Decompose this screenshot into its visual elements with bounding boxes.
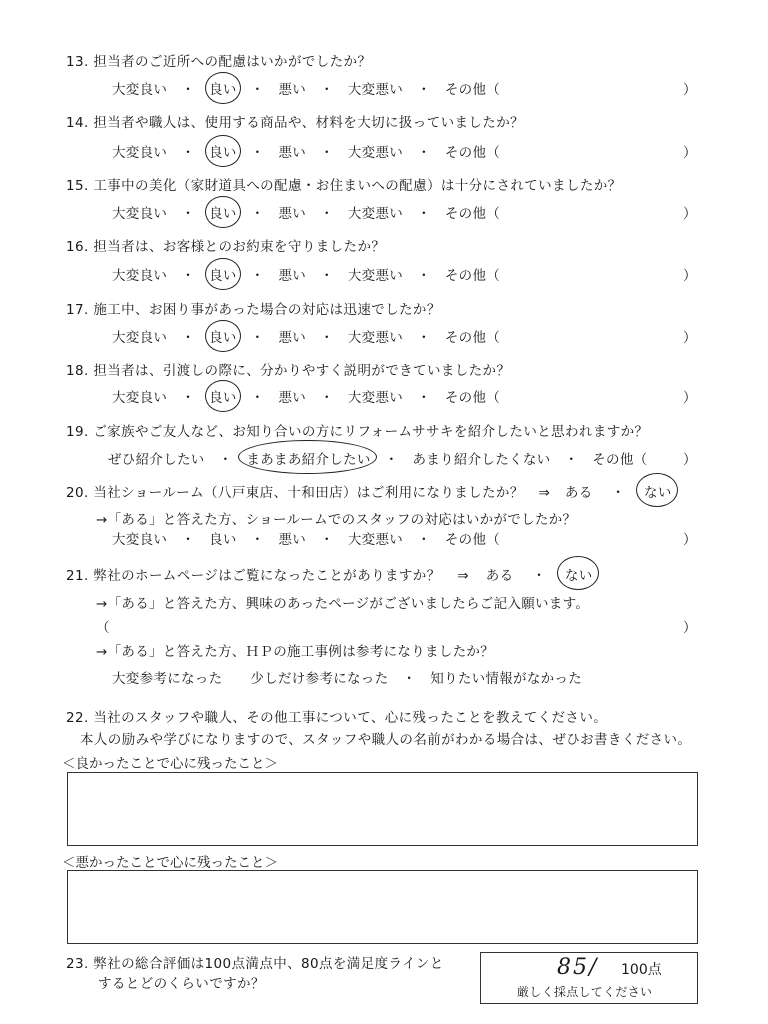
option-bad[interactable]: 悪い (278, 145, 307, 161)
option-good-selected[interactable]: 良い (209, 386, 237, 406)
answer-yes[interactable]: ある (564, 485, 593, 501)
answer-no-selected[interactable]: ない (644, 481, 672, 501)
question-21-text: 21. 弊社のホームページはご覧になったことがありますか？ (66, 568, 441, 584)
paren-close: ） (683, 145, 697, 161)
option-bad[interactable]: 悪い (278, 206, 307, 222)
question-22: 22. 当社のスタッフや職人、その他工事について、心に残ったことを教えてください。 (66, 710, 608, 726)
option-good-selected[interactable]: 良い (209, 264, 237, 284)
paren-open[interactable]: （ (96, 620, 110, 636)
question-23-line-1: 23. 弊社の総合評価は100点満点中、80点を満足度ラインと (66, 956, 444, 972)
option-very-bad[interactable]: 大変悪い (347, 82, 404, 98)
rating-options-16: 大変良い ・ 良い ・ 悪い ・ 大変悪い ・ その他（ (112, 264, 500, 284)
option-other[interactable]: その他（ (444, 390, 501, 406)
score-box[interactable] (480, 952, 698, 1004)
rating-options-17: 大変良い ・ 良い ・ 悪い ・ 大変悪い ・ その他（ (112, 326, 500, 346)
option-definitely-recommend[interactable]: ぜひ紹介したい (108, 452, 205, 468)
question-20: 20. 当社ショールーム（八戸東店、十和田店）はご利用になりましたか？ ⇒ ある ・ ない (66, 481, 672, 501)
option-good-selected[interactable]: 良い (209, 202, 237, 222)
option-very-bad[interactable]: 大変悪い (347, 206, 404, 222)
option-very-helpful[interactable]: 大変参考になった (112, 671, 223, 687)
handwritten-score: 85/ (557, 955, 599, 980)
option-very-good[interactable]: 大変良い (112, 330, 168, 346)
arrow-icon: ⇒ (457, 568, 470, 584)
question-22-note: 本人の励みや学びになりますので、スタッフや職人の名前がわかる場合は、ぜひお書きください。 (80, 732, 692, 748)
option-very-good[interactable]: 大変良い (112, 82, 168, 98)
option-somewhat-recommend-selected[interactable]: まあまあ紹介したい (246, 448, 370, 468)
option-bad[interactable]: 悪い (278, 330, 307, 346)
answer-no-selected[interactable]: ない (565, 564, 593, 584)
paren-close: ） (683, 620, 697, 636)
option-good[interactable]: 良い (209, 532, 237, 548)
good-memory-textbox[interactable] (67, 772, 698, 846)
option-no-info[interactable]: 知りたい情報がなかった (430, 671, 583, 687)
question-16: 16. 担当者は、お客様とのお約束を守りましたか？ (66, 239, 386, 255)
option-bad[interactable]: 悪い (278, 390, 307, 406)
option-rather-not-recommend[interactable]: あまり紹介したくない (412, 452, 551, 468)
option-very-bad[interactable]: 大変悪い (347, 268, 404, 284)
option-very-good[interactable]: 大変良い (112, 206, 168, 222)
score-total: 100点 (621, 962, 662, 978)
question-21: 21. 弊社のホームページはご覧になったことがありますか？ ⇒ ある ・ ない (66, 564, 593, 584)
option-bad[interactable]: 悪い (278, 268, 307, 284)
question-21-followup-1: →「ある」と答えた方、興味のあったページがございましたらご記入願います。 (96, 596, 590, 612)
question-17: 17. 施工中、お困り事があった場合の対応は迅速でしたか？ (66, 302, 441, 318)
question-15: 15. 工事中の美化（家財道具への配慮・お住まいへの配慮）は十分にされていましたか？ (66, 178, 622, 194)
option-very-good[interactable]: 大変良い (112, 145, 168, 161)
question-14: 14. 担当者や職人は、使用する商品や、材料を大切に扱っていましたか？ (66, 115, 524, 131)
bad-memory-textbox[interactable] (67, 870, 698, 944)
option-slightly-helpful[interactable]: 少しだけ参考になった (250, 671, 389, 687)
option-bad[interactable]: 悪い (278, 532, 307, 548)
question-21-followup-2: →「ある」と答えた方、ＨＰの施工事例は参考になりましたか？ (96, 644, 495, 660)
option-other[interactable]: その他（ (444, 206, 501, 222)
option-other[interactable]: その他（ (444, 532, 501, 548)
option-very-bad[interactable]: 大変悪い (347, 330, 404, 346)
question-18: 18. 担当者は、引渡しの際に、分かりやすく説明ができていましたか？ (66, 363, 511, 379)
bad-memory-label: ＜悪かったことで心に残ったこと＞ (62, 855, 278, 871)
rating-options-20: 大変良い ・ 良い ・ 悪い ・ 大変悪い ・ その他（ (112, 532, 501, 548)
paren-close: ） (683, 452, 697, 468)
option-very-bad[interactable]: 大変悪い (347, 145, 404, 161)
option-bad[interactable]: 悪い (278, 82, 307, 98)
option-other[interactable]: その他（ (444, 268, 501, 284)
paren-close: ） (683, 206, 697, 222)
option-very-good[interactable]: 大変良い (112, 532, 168, 548)
rating-options-14: 大変良い ・ 良い ・ 悪い ・ 大変悪い ・ その他（ (112, 141, 500, 161)
paren-close: ） (683, 268, 697, 284)
question-19: 19. ご家族やご友人など、お知り合いの方にリフォームササキを紹介したいと思われますか？ (66, 424, 649, 440)
score-instruction: 厳しく採点してください (517, 985, 653, 999)
option-good-selected[interactable]: 良い (209, 78, 237, 98)
paren-close: ） (683, 82, 697, 98)
option-other[interactable]: その他（ (592, 452, 648, 468)
reference-options-21: 大変参考になった 少しだけ参考になった ・ 知りたい情報がなかった (112, 671, 583, 687)
option-other[interactable]: その他（ (444, 145, 501, 161)
answer-yes[interactable]: ある (485, 568, 514, 584)
option-very-bad[interactable]: 大変悪い (347, 532, 404, 548)
option-very-good[interactable]: 大変良い (112, 390, 168, 406)
option-very-good[interactable]: 大変良い (112, 268, 168, 284)
good-memory-label: ＜良かったことで心に残ったこと＞ (62, 756, 278, 772)
rating-options-13: 大変良い ・ 良い ・ 悪い ・ 大変悪い ・ その他（ (112, 78, 500, 98)
paren-close: ） (683, 532, 697, 548)
option-good-selected[interactable]: 良い (209, 141, 237, 161)
question-20-text: 20. 当社ショールーム（八戸東店、十和田店）はご利用になりましたか？ (66, 485, 524, 501)
question-13: 13. 担当者のご近所への配慮はいかがでしたか？ (66, 54, 372, 70)
option-other[interactable]: その他（ (444, 330, 501, 346)
paren-close: ） (683, 390, 697, 406)
option-very-bad[interactable]: 大変悪い (347, 390, 404, 406)
arrow-icon: ⇒ (538, 485, 551, 501)
paren-close: ） (683, 330, 697, 346)
rating-options-15: 大変良い ・ 良い ・ 悪い ・ 大変悪い ・ その他（ (112, 202, 500, 222)
option-good-selected[interactable]: 良い (209, 326, 237, 346)
question-23-line-2: するとどのくらいですか？ (98, 976, 265, 992)
referral-options-19: ぜひ紹介したい ・ まあまあ紹介したい ・ あまり紹介したくない ・ その他（ (108, 448, 647, 468)
option-other[interactable]: その他（ (444, 82, 501, 98)
rating-options-18: 大変良い ・ 良い ・ 悪い ・ 大変悪い ・ その他（ (112, 386, 500, 406)
question-20-followup: →「ある」と答えた方、ショールームでのスタッフの対応はいかがでしたか？ (96, 512, 577, 528)
